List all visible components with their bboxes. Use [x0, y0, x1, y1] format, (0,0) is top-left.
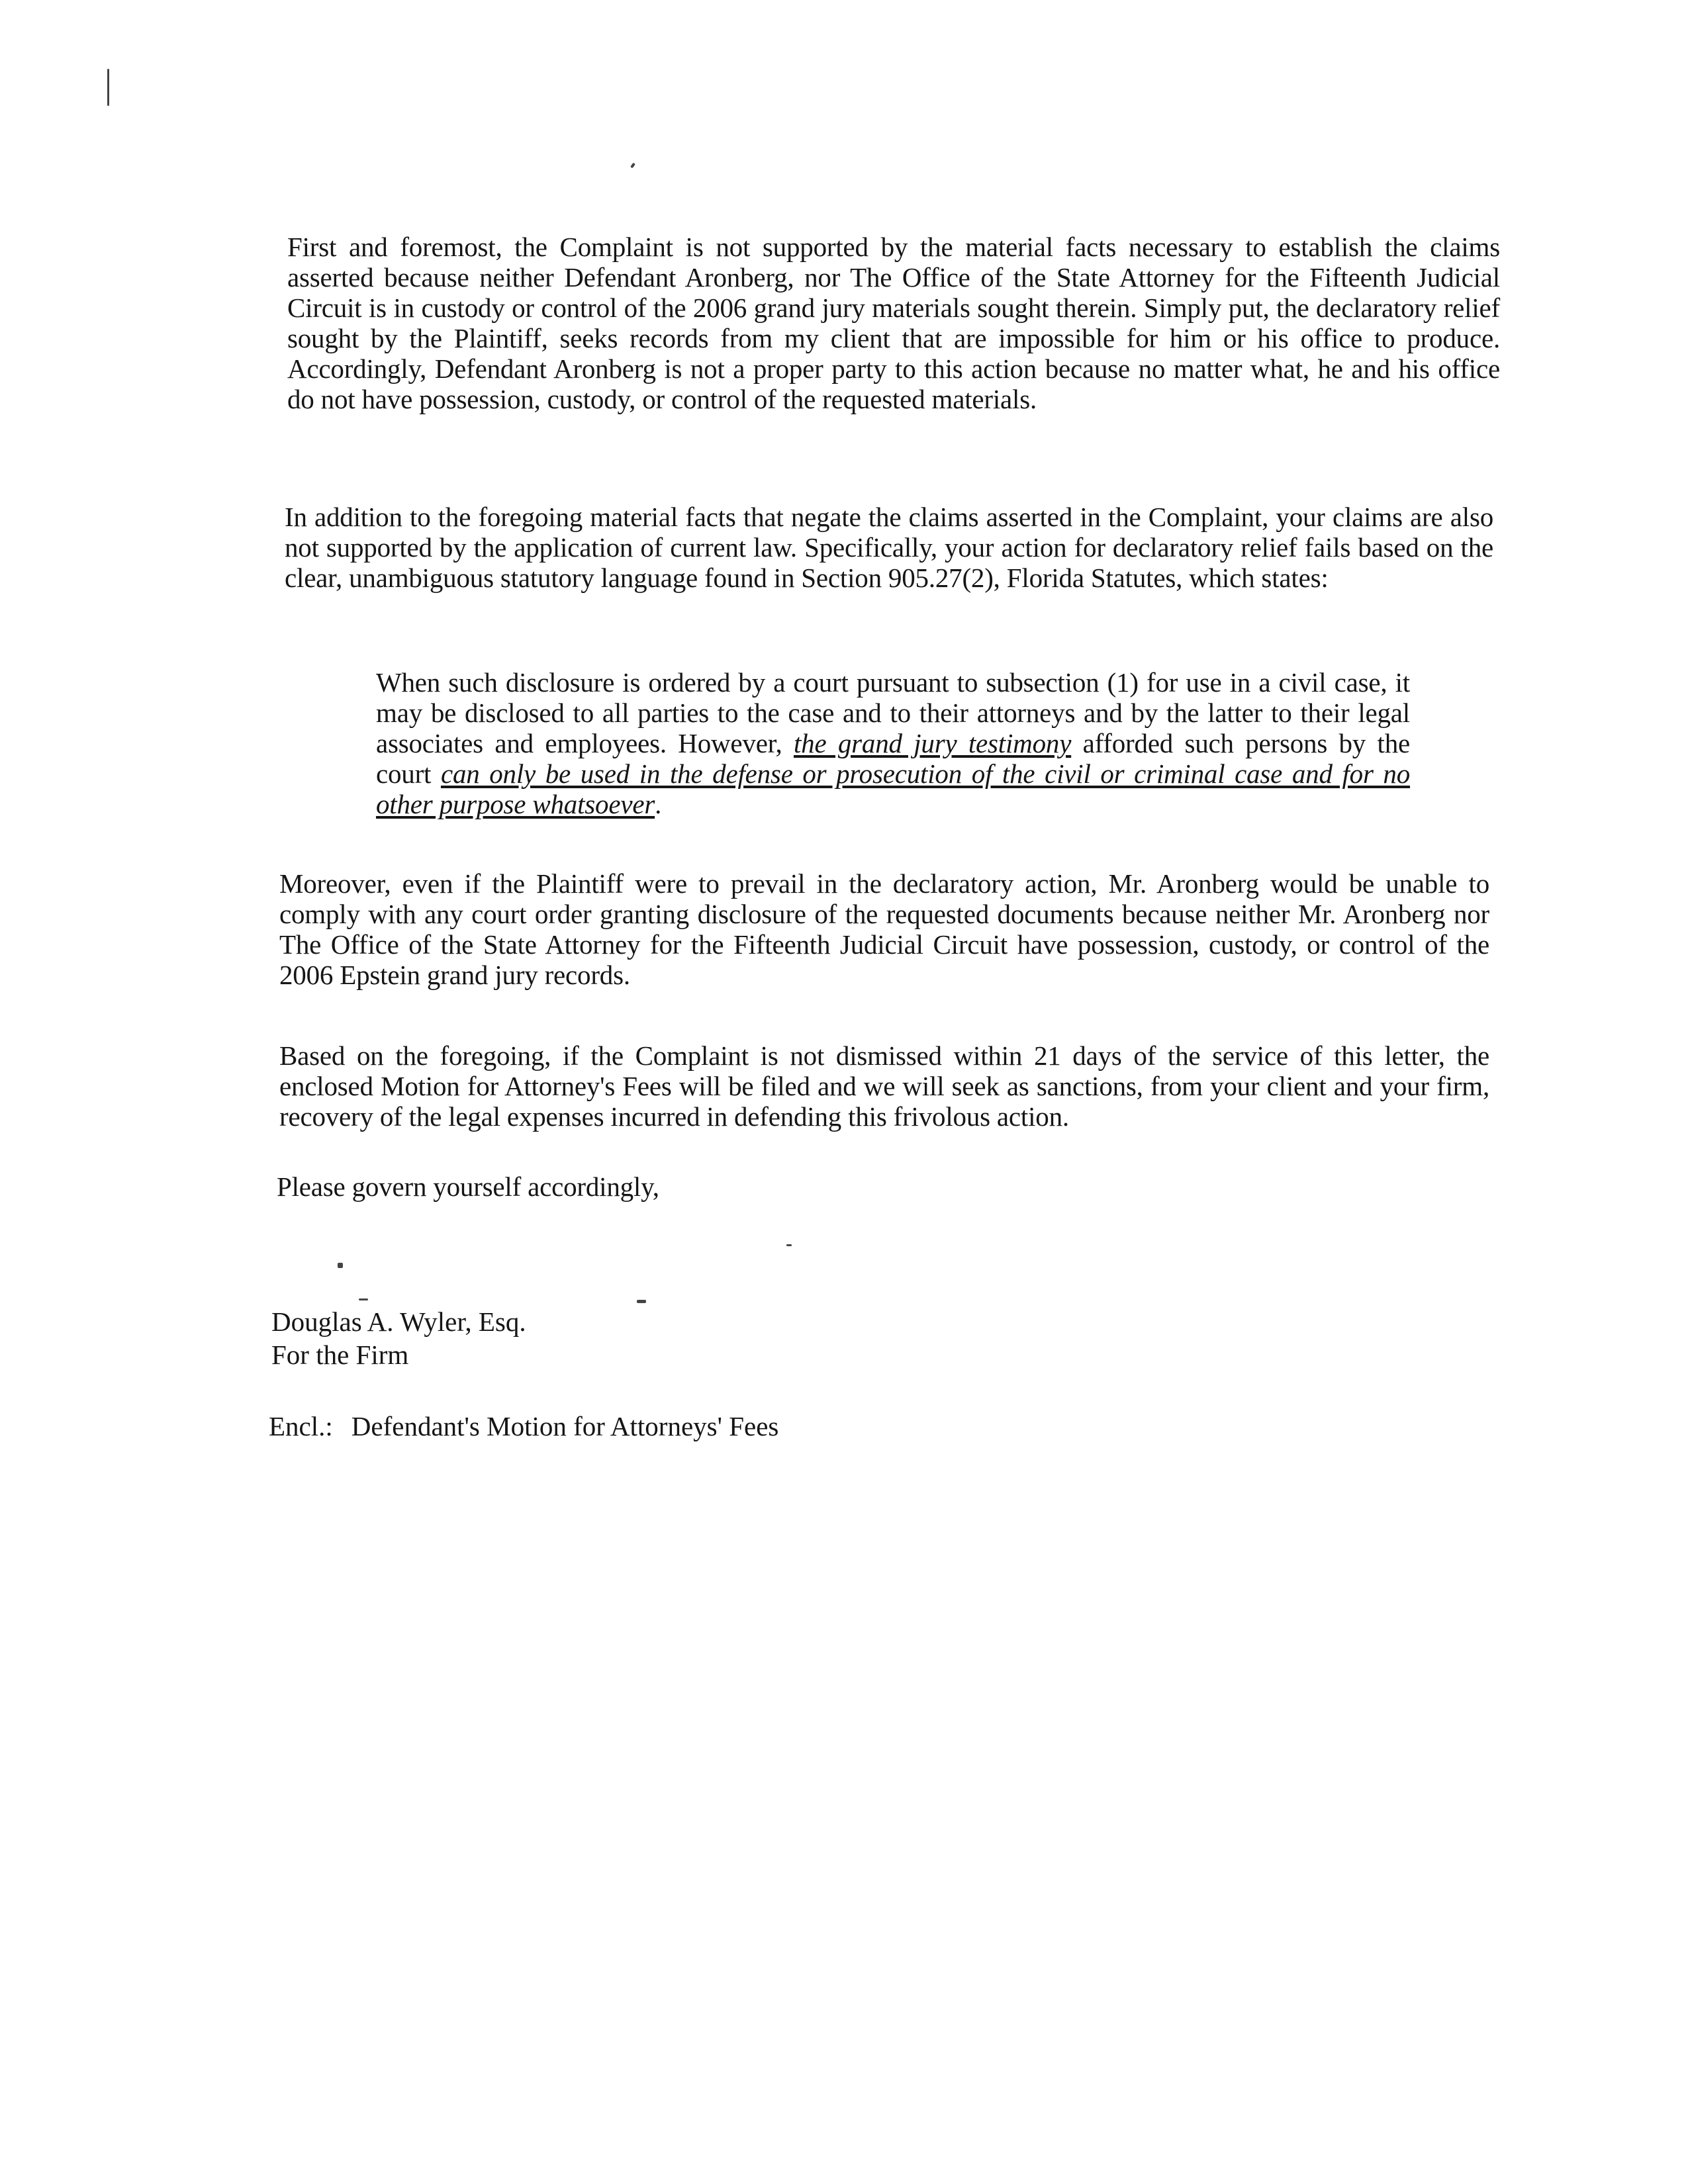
statute-quote-text: .	[655, 789, 662, 819]
scan-artifact-line	[107, 69, 109, 106]
closing-line: Please govern yourself accordingly,	[277, 1171, 659, 1202]
scan-artifact-dash	[637, 1300, 646, 1303]
paragraph-material-facts: First and foremost, the Complaint is not supported by the material facts necessary to establish the claims asserted because neither Defendant Aronberg, nor The Office of the State Attorney for the Fifteenth Judicial Circuit is in custody or control of the 2006 grand jury materials sought therein. Simply put, the declaratory relief sought by the Plaintiff, seeks records from my client that are impossible for him or his office to produce. Accordingly, Defendant Aronberg is not a proper party to this action because no matter what, he and his office do not have possession, custody, or control of the requested materials.	[287, 232, 1500, 414]
signature-firm: For the Firm	[271, 1340, 409, 1370]
statute-quote-text: afforded such persons by the court	[376, 728, 1410, 789]
signature-name: Douglas A. Wyler, Esq.	[271, 1306, 526, 1337]
statute-quote-emphasis: can only be used in the defense or prosecution of the civil or criminal case and for no other purpose whatsoever	[376, 758, 1411, 819]
paragraph-current-law: In addition to the foregoing material facts that negate the claims asserted in the Complaint, your claims are also not supported by the application of current law. Specifically, your action for declaratory relief fails based on the clear, unambiguous statutory language found in Section 905.27(2), Florida Statutes, which states:	[285, 502, 1493, 593]
paragraph-unable-to-comply: Moreover, even if the Plaintiff were to prevail in the declaratory action, Mr. Aronberg would be unable to comply with any court order granting disclosure of the requested documents because neither Mr. Aronberg nor The Office of the State Attorney for the Fifteenth Judicial Circuit have possession, custody, or control of the 2006 Epstein grand jury records.	[279, 868, 1489, 990]
paragraph-sanctions-notice: Based on the foregoing, if the Complaint is not dismissed within 21 days of the service of this letter, the enclosed Motion for Attorney's Fees will be filed and we will seek as sanctions, from your client and your firm, recovery of the legal expenses incurred in defending this frivolous action.	[279, 1040, 1489, 1132]
scan-artifact-dash	[359, 1298, 368, 1300]
scan-artifact-dash	[786, 1244, 792, 1246]
enclosure-line	[269, 1411, 778, 1441]
statute-quote	[376, 667, 1410, 819]
scan-artifact-dot	[338, 1263, 343, 1268]
statute-quote-text: When such disclosure is ordered by a court pursuant to subsection (1) for use in a civil case, it may be disclosed to all parties to the case and to their attorneys and by the latter to their legal associates and employees. However,	[376, 667, 1410, 758]
statute-quote-emphasis: the grand jury testimony	[793, 728, 1072, 758]
enclosure-label: Encl.:	[269, 1411, 333, 1441]
scan-artifact-dash	[630, 163, 635, 169]
enclosure-text: Defendant's Motion for Attorneys' Fees	[351, 1411, 779, 1441]
